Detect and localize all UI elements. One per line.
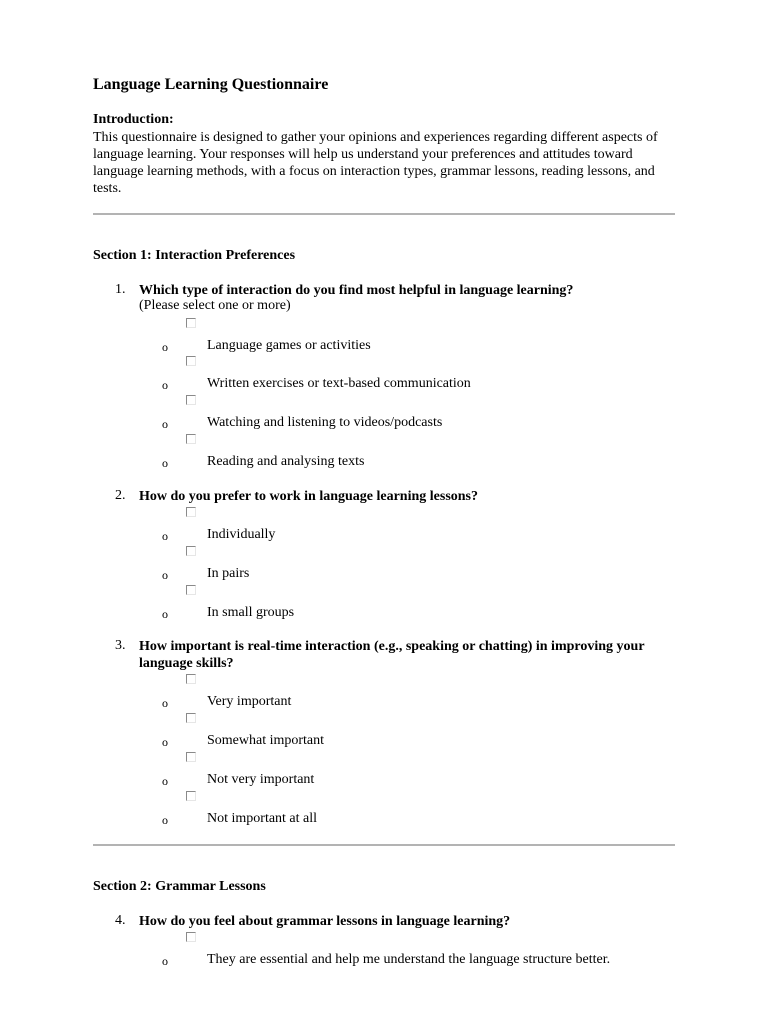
q4-option-1-label: They are essential and help me understand the language structure better. bbox=[207, 952, 611, 967]
option-checkbox[interactable] bbox=[186, 932, 196, 942]
option-checkbox[interactable] bbox=[186, 713, 196, 723]
question-1-hint: (Please select one or more) bbox=[139, 298, 291, 313]
q1-option-2-label: Written exercises or text-based communication bbox=[207, 376, 471, 391]
intro-text: This questionnaire is designed to gather your opinions and experiences regarding different aspects of language learning. Your responses will help us understand your preferences and attitudes toward language learning methods, with a focus on interaction types, grammar lessons, reading lessons, and tests. bbox=[93, 130, 658, 196]
option-checkbox[interactable] bbox=[186, 546, 196, 556]
section-2-title: Section 2: Grammar Lessons bbox=[93, 879, 266, 894]
bullet: o bbox=[162, 568, 168, 582]
q3-option-2-label: Somewhat important bbox=[207, 733, 325, 748]
question-3-number: 3. bbox=[115, 638, 126, 653]
q2-option-1-label: Individually bbox=[207, 527, 276, 542]
option-checkbox[interactable] bbox=[186, 674, 196, 684]
page-title: Language Learning Questionnaire bbox=[93, 76, 329, 93]
q2-option-3-label: In small groups bbox=[207, 605, 295, 620]
q3-option-1-label: Very important bbox=[207, 694, 292, 709]
bullet: o bbox=[162, 456, 168, 470]
section-1-title: Section 1: Interaction Preferences bbox=[93, 248, 296, 263]
q1-option-3-label: Watching and listening to videos/podcasts bbox=[207, 415, 443, 430]
q2-option-2-label: In pairs bbox=[207, 566, 250, 581]
bullet: o bbox=[162, 954, 168, 968]
question-1-number: 1. bbox=[115, 282, 126, 297]
q3-option-3-label: Not very important bbox=[207, 772, 315, 787]
bullet: o bbox=[162, 417, 168, 431]
bullet: o bbox=[162, 607, 168, 621]
option-checkbox[interactable] bbox=[186, 395, 196, 405]
bullet: o bbox=[162, 378, 168, 392]
question-3-text: How important is real-time interaction (e.g., speaking or chatting) in improving your language skills? bbox=[139, 639, 645, 671]
q1-option-4-label: Reading and analysing texts bbox=[207, 454, 365, 469]
question-1-text: Which type of interaction do you find most helpful in language learning? bbox=[139, 283, 574, 298]
bullet: o bbox=[162, 529, 168, 543]
option-checkbox[interactable] bbox=[186, 356, 196, 366]
bullet: o bbox=[162, 735, 168, 749]
option-checkbox[interactable] bbox=[186, 791, 196, 801]
bullet: o bbox=[162, 340, 168, 354]
q3-option-4-label: Not important at all bbox=[207, 811, 318, 826]
section-divider bbox=[93, 213, 675, 215]
option-checkbox[interactable] bbox=[186, 585, 196, 595]
option-checkbox[interactable] bbox=[186, 752, 196, 762]
question-4-text: How do you feel about grammar lessons in language learning? bbox=[139, 914, 511, 929]
option-checkbox[interactable] bbox=[186, 434, 196, 444]
option-checkbox[interactable] bbox=[186, 507, 196, 517]
option-checkbox[interactable] bbox=[186, 318, 196, 328]
section-divider bbox=[93, 844, 675, 846]
bullet: o bbox=[162, 774, 168, 788]
q1-option-1-label: Language games or activities bbox=[207, 338, 371, 353]
bullet: o bbox=[162, 813, 168, 827]
bullet: o bbox=[162, 696, 168, 710]
intro-heading: Introduction: bbox=[93, 112, 174, 127]
question-4-number: 4. bbox=[115, 913, 126, 928]
question-2-text: How do you prefer to work in language learning lessons? bbox=[139, 489, 479, 504]
question-2-number: 2. bbox=[115, 488, 126, 503]
